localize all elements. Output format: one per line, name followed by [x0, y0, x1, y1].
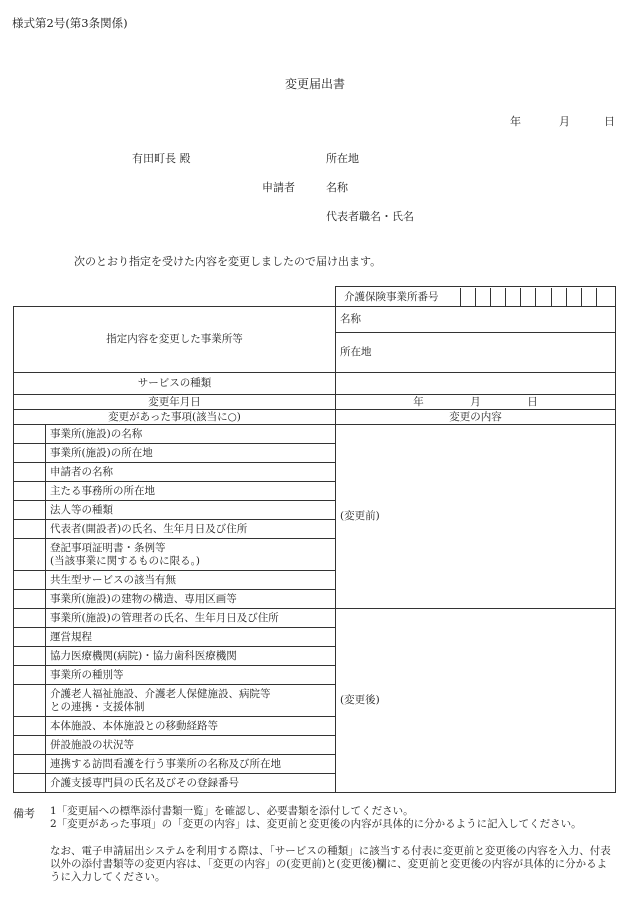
note-3: なお、電子申請届出システムを利用する際は、「サービスの種類」に該当する付表に変更前と変更後の内容を入力、付表以外の添付書類等の変更内容は、「変更の内容」の(変更前)と(変更後)欄に、変更前と変更後の内容が具体的に分かるように入力してください。 [50, 845, 611, 883]
changed-items-header: 変更があった事項(該当に○) [14, 410, 336, 425]
applicant-address-label: 所在地 [326, 152, 359, 165]
change-item-checkbox[interactable] [14, 501, 46, 520]
service-type-label: サービスの種類 [14, 373, 336, 395]
change-item-label: 事業所(施設)の管理者の氏名、生年月日及び住所 [46, 609, 336, 628]
office-name-row [14, 307, 616, 333]
note-2: 2「変更があった事項」の「変更の内容」は、変更前と変更後の内容が具体的に分かるように記入してください。 [50, 818, 582, 830]
change-item-row [14, 425, 616, 444]
change-item-label: 運営規程 [46, 628, 336, 647]
change-item-label: 事業所の種別等 [46, 666, 336, 685]
document-title: 変更届出書 [284, 77, 345, 91]
applicant-name-label: 名称 [326, 181, 348, 194]
change-item-checkbox[interactable] [14, 482, 46, 501]
office-address-field[interactable] [336, 333, 616, 373]
change-item-checkbox[interactable] [14, 774, 46, 793]
change-date-field[interactable] [336, 395, 616, 410]
office-number-cell[interactable] [336, 287, 616, 307]
change-content-header: 変更の内容 [336, 410, 616, 425]
change-after-field[interactable] [336, 609, 616, 793]
change-item-checkbox[interactable] [14, 444, 46, 463]
office-number-digit[interactable] [567, 288, 582, 306]
office-number-digit[interactable] [491, 288, 506, 306]
before-label: (変更前) [340, 510, 380, 522]
after-label: (変更後) [340, 694, 380, 706]
change-item-checkbox[interactable] [14, 520, 46, 539]
office-name-field[interactable] [336, 307, 616, 333]
change-item-checkbox[interactable] [14, 463, 46, 482]
date-year-label: 年 [510, 115, 521, 128]
office-section-label: 指定内容を変更した事業所等 [14, 307, 336, 373]
change-item-checkbox[interactable] [14, 590, 46, 609]
change-date-row [14, 395, 616, 410]
change-item-label: 申請者の名称 [46, 463, 336, 482]
intro-text: 次のとおり指定を受けた内容を変更しましたので届け出ます。 [74, 255, 382, 268]
change-item-checkbox[interactable] [14, 755, 46, 774]
office-number-digit[interactable] [597, 288, 611, 306]
change-item-checkbox[interactable] [14, 685, 46, 717]
notes-label: 備考 [13, 807, 35, 820]
date-month-label: 月 [559, 115, 570, 128]
change-item-checkbox[interactable] [14, 539, 46, 571]
change-item-label: 登記事項証明書・条例等 (当該事業に関するものに限る。) [46, 539, 336, 571]
office-number-digit[interactable] [506, 288, 521, 306]
change-form-table [13, 286, 616, 793]
applicant-label: 申請者 [262, 181, 295, 194]
office-number-digit[interactable] [552, 288, 567, 306]
change-item-checkbox[interactable] [14, 736, 46, 755]
changes-header-row [14, 410, 616, 425]
note-1: 1「変更届への標準添付書類一覧」を確認し、必要書類を添付してください。 [50, 805, 414, 817]
change-item-label: 主たる事務所の所在地 [46, 482, 336, 501]
date-day-label: 日 [604, 115, 615, 128]
change-date-month: 月 [470, 395, 481, 408]
representative-label: 代表者職名・氏名 [326, 210, 414, 223]
change-item-checkbox[interactable] [14, 666, 46, 685]
change-item-checkbox[interactable] [14, 571, 46, 590]
office-number-digit[interactable] [536, 288, 551, 306]
change-date-day: 日 [527, 395, 538, 408]
service-type-field[interactable] [336, 373, 616, 395]
change-item-checkbox[interactable] [14, 628, 46, 647]
office-address-label: 所在地 [340, 346, 372, 358]
office-name-label: 名称 [340, 313, 361, 325]
change-item-label: 法人等の種類 [46, 501, 336, 520]
change-date-label: 変更年月日 [14, 395, 336, 410]
office-number-label: 介護保険事業所番号 [340, 288, 461, 306]
change-item-label: 事業所(施設)の建物の構造、専用区画等 [46, 590, 336, 609]
change-item-checkbox[interactable] [14, 717, 46, 736]
change-item-label: 事業所(施設)の所在地 [46, 444, 336, 463]
change-item-row [14, 609, 616, 628]
office-number-digit[interactable] [582, 288, 597, 306]
change-item-label: 事業所(施設)の名称 [46, 425, 336, 444]
addressee: 有田町長 殿 [132, 152, 191, 165]
change-item-label: 共生型サービスの該当有無 [46, 571, 336, 590]
form-number: 様式第2号(第3条関係) [12, 16, 128, 30]
change-before-field[interactable] [336, 425, 616, 609]
change-item-label: 介護老人福祉施設、介護老人保健施設、病院等 との連携・支援体制 [46, 685, 336, 717]
change-item-label: 連携する訪問看護を行う事業所の名称及び所在地 [46, 755, 336, 774]
change-date-year: 年 [413, 395, 424, 408]
change-item-checkbox[interactable] [14, 609, 46, 628]
change-item-label: 本体施設、本体施設との移動経路等 [46, 717, 336, 736]
change-item-checkbox[interactable] [14, 425, 46, 444]
office-number-digit[interactable] [521, 288, 536, 306]
office-number-digit[interactable] [461, 288, 476, 306]
change-item-label: 協力医療機関(病院)・協力歯科医療機関 [46, 647, 336, 666]
change-item-label: 代表者(開設者)の氏名、生年月日及び住所 [46, 520, 336, 539]
change-item-label: 介護支援専門員の氏名及びその登録番号 [46, 774, 336, 793]
change-item-label: 併設施設の状況等 [46, 736, 336, 755]
service-type-row [14, 373, 616, 395]
change-item-checkbox[interactable] [14, 647, 46, 666]
office-number-row [14, 287, 616, 307]
office-number-digit[interactable] [476, 288, 491, 306]
